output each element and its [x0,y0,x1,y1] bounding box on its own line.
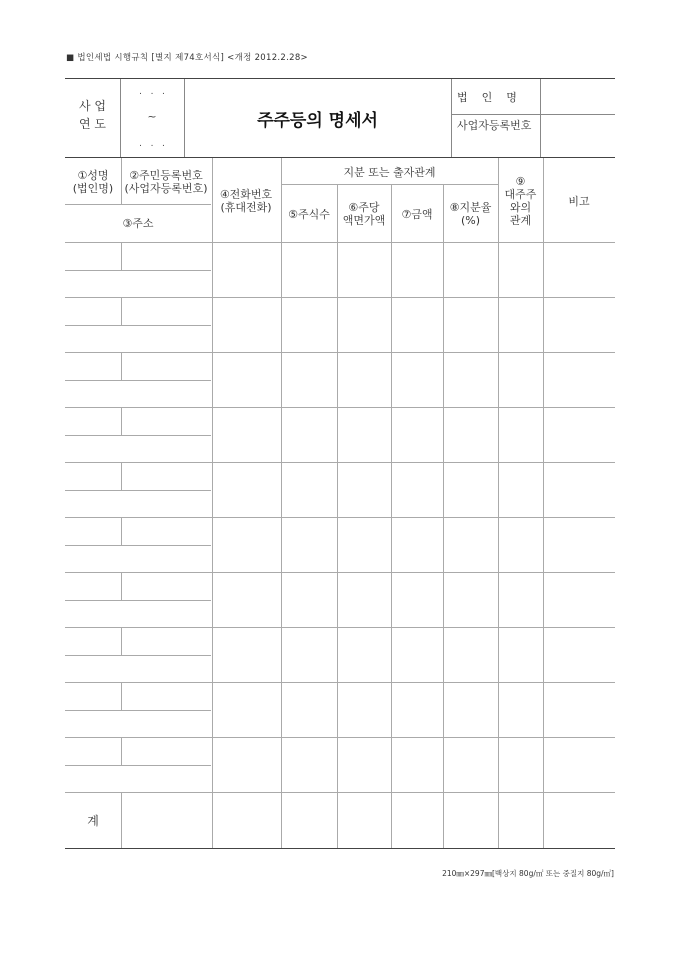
cell-phone[interactable] [212,517,281,572]
cell-resident-no[interactable] [121,462,211,490]
cell-phone[interactable] [212,407,281,462]
cell-face-value[interactable] [337,572,391,627]
cell-relation[interactable] [498,407,543,462]
col-header-address: ③주소 [122,216,154,230]
cell-shares[interactable] [281,737,337,792]
cell-address[interactable] [65,545,211,573]
cell-name[interactable] [65,297,121,325]
col-header-phone: ④전화번호 (휴대전화) [219,188,273,214]
cell-ratio[interactable] [443,627,498,682]
cell-resident-no[interactable] [121,352,211,380]
grid-line [212,242,213,848]
cell-relation[interactable] [498,627,543,682]
total-cell[interactable] [498,792,543,848]
cell-phone[interactable] [212,682,281,737]
cell-resident-no[interactable] [121,682,211,710]
cell-resident-no[interactable] [121,737,211,765]
business-year-label-2: 연 도 [79,116,106,131]
cell-name[interactable] [65,462,121,490]
period-tilde: ~ [147,109,157,123]
cell-remarks[interactable] [543,297,615,352]
grid-line [281,242,282,848]
grid-line [337,242,338,848]
business-reg-no-field[interactable] [541,115,615,157]
cell-address[interactable] [65,490,211,518]
cell-resident-no[interactable] [121,572,211,600]
col-header-resident-no: ②주민등록번호 (사업자등록번호) [124,169,208,195]
cell-remarks[interactable] [543,682,615,737]
form-caption: ■ 법인세법 시행규칙 [별지 제74호서식] <개정 2012.2.28> [66,53,308,63]
total-cell[interactable] [212,792,281,848]
cell-shares[interactable] [281,517,337,572]
cell-amount[interactable] [391,517,443,572]
grid-line [543,242,544,848]
grid-line [281,158,282,242]
cell-shares[interactable] [281,352,337,407]
grid-line [498,242,499,848]
cell-face-value[interactable] [337,352,391,407]
corp-name-field[interactable] [541,79,615,114]
cell-relation[interactable] [498,242,543,297]
cell-phone[interactable] [212,462,281,517]
cell-ratio[interactable] [443,737,498,792]
cell-resident-no[interactable] [121,627,211,655]
cell-ratio[interactable] [443,462,498,517]
cell-address[interactable] [65,325,211,353]
cell-name[interactable] [65,682,121,710]
cell-resident-no[interactable] [121,517,211,545]
cell-ratio[interactable] [443,682,498,737]
cell-name[interactable] [65,517,121,545]
cell-relation[interactable] [498,572,543,627]
cell-amount[interactable] [391,572,443,627]
grid-line [121,158,122,204]
grid-line [498,158,499,242]
cell-remarks[interactable] [543,737,615,792]
cell-face-value[interactable] [337,682,391,737]
col-header-amount: ⑦금액 [401,207,433,221]
cell-relation[interactable] [498,352,543,407]
cell-name[interactable] [65,572,121,600]
cell-shares[interactable] [281,572,337,627]
cell-shares[interactable] [281,682,337,737]
cell-face-value[interactable] [337,407,391,462]
cell-shares[interactable] [281,242,337,297]
form-header [65,78,615,158]
col-header-relation: ⑨ 대주주 와의 관계 [504,175,537,227]
cell-relation[interactable] [498,462,543,517]
cell-resident-no[interactable] [121,242,211,270]
paper-spec: 210㎜×297㎜[백상지 80g/㎡ 또는 중질지 80g/㎡] [442,869,614,878]
cell-phone[interactable] [212,297,281,352]
business-reg-no-label: 사업자등록번호 [457,119,532,132]
total-cell[interactable] [443,792,498,848]
divider [451,79,452,157]
grid-line [65,204,211,205]
form-title: 주주등의 명세서 [257,110,378,131]
col-header-shares: ⑤주식수 [288,207,330,221]
cell-face-value[interactable] [337,627,391,682]
cell-shares[interactable] [281,462,337,517]
cell-address[interactable] [65,435,211,463]
cell-face-value[interactable] [337,462,391,517]
cell-amount[interactable] [391,242,443,297]
corp-name-label: 법 인 명 [457,91,517,104]
total-label: 계 [87,813,99,828]
grid-line [337,184,338,242]
cell-shares[interactable] [281,297,337,352]
grid-line [391,242,392,848]
grid-line [443,242,444,848]
cell-amount[interactable] [391,352,443,407]
cell-amount[interactable] [391,627,443,682]
cell-remarks[interactable] [543,517,615,572]
grid-line [281,184,498,185]
cell-phone[interactable] [212,627,281,682]
shareholder-table [65,157,615,849]
cell-address[interactable] [65,655,211,683]
grid-line [212,158,213,242]
total-cell[interactable] [281,792,337,848]
total-cell[interactable] [121,792,212,848]
cell-amount[interactable] [391,737,443,792]
cell-name[interactable] [65,627,121,655]
cell-ratio[interactable] [443,297,498,352]
cell-ratio[interactable] [443,352,498,407]
cell-face-value[interactable] [337,297,391,352]
col-header-equity-group: 지분 또는 출자관계 [343,165,436,179]
cell-ratio[interactable] [443,407,498,462]
cell-relation[interactable] [498,517,543,572]
cell-relation[interactable] [498,737,543,792]
cell-remarks[interactable] [543,627,615,682]
cell-face-value[interactable] [337,517,391,572]
cell-ratio[interactable] [443,572,498,627]
cell-address[interactable] [65,600,211,628]
cell-name[interactable] [65,352,121,380]
cell-name[interactable] [65,737,121,765]
cell-relation[interactable] [498,682,543,737]
cell-shares[interactable] [281,627,337,682]
cell-name[interactable] [65,242,121,270]
cell-ratio[interactable] [443,242,498,297]
cell-phone[interactable] [212,242,281,297]
cell-amount[interactable] [391,462,443,517]
total-cell[interactable] [391,792,443,848]
cell-relation[interactable] [498,297,543,352]
period-end-dots[interactable]: . . . [139,139,165,149]
cell-phone[interactable] [212,737,281,792]
col-header-ratio: ⑧지분율 (%) [449,201,492,227]
cell-address[interactable] [65,380,211,408]
grid-line [543,158,544,242]
cell-address[interactable] [65,270,211,298]
cell-amount[interactable] [391,407,443,462]
cell-address[interactable] [65,765,211,793]
cell-remarks[interactable] [543,572,615,627]
total-cell[interactable] [337,792,391,848]
col-header-remarks: 비고 [568,194,590,208]
cell-amount[interactable] [391,682,443,737]
cell-remarks[interactable] [543,462,615,517]
col-header-name: ①성명 (법인명) [72,169,114,195]
cell-resident-no[interactable] [121,297,211,325]
cell-resident-no[interactable] [121,407,211,435]
cell-face-value[interactable] [337,242,391,297]
period-start-dots[interactable]: . . . [139,87,165,97]
cell-remarks[interactable] [543,352,615,407]
business-year-label-1: 사 업 [79,98,106,113]
total-cell[interactable] [543,792,615,848]
col-header-face-value: ⑥주당 액면가액 [342,201,386,227]
grid-line [391,184,392,242]
cell-address[interactable] [65,710,211,738]
cell-remarks[interactable] [543,242,615,297]
cell-amount[interactable] [391,297,443,352]
cell-shares[interactable] [281,407,337,462]
cell-phone[interactable] [212,352,281,407]
cell-face-value[interactable] [337,737,391,792]
grid-line [443,184,444,242]
cell-name[interactable] [65,407,121,435]
cell-remarks[interactable] [543,407,615,462]
cell-ratio[interactable] [443,517,498,572]
cell-phone[interactable] [212,572,281,627]
